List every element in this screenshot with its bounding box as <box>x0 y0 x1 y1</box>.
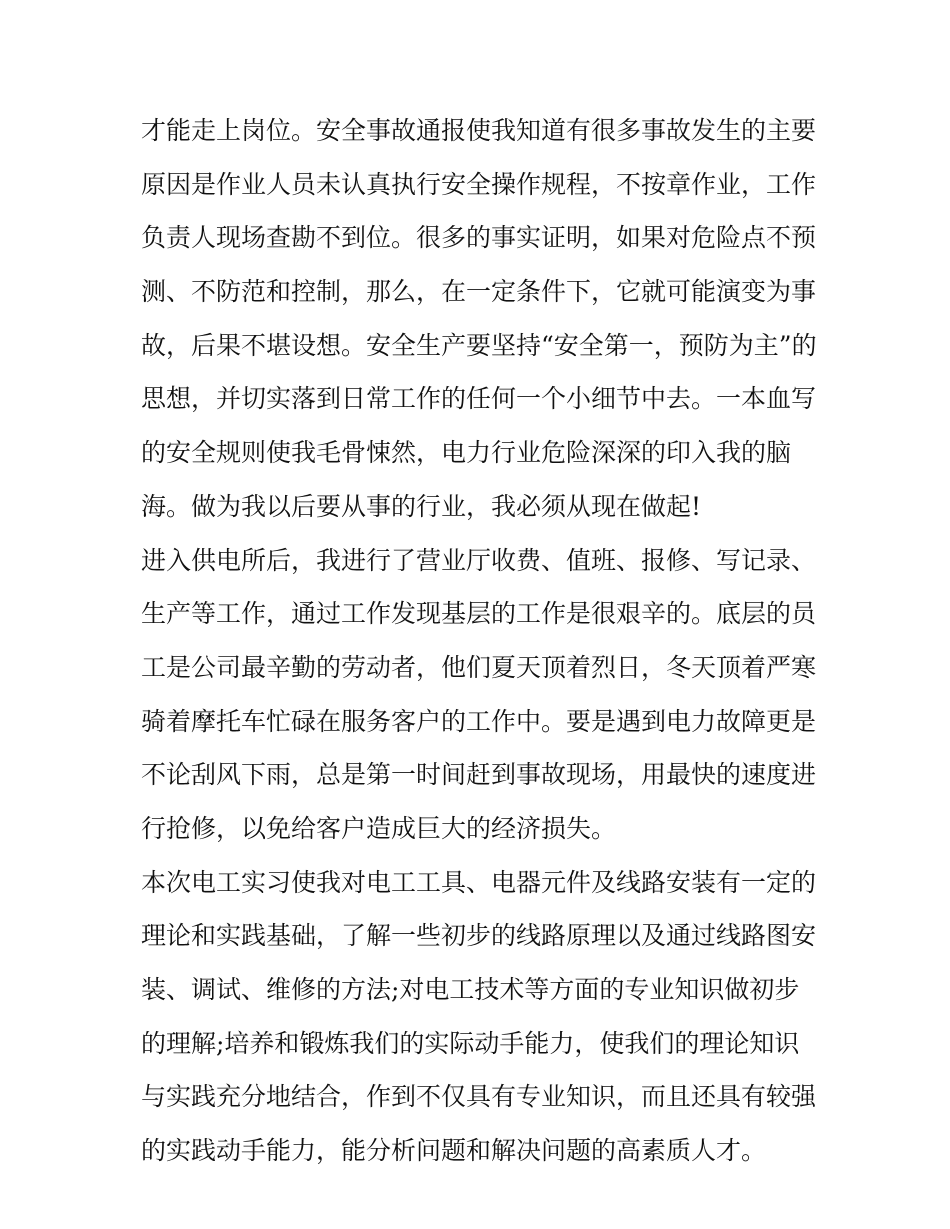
text-line: 装、调试、维修的方法;对电工技术等方面的专业知识做初步 <box>141 975 800 1004</box>
text-line: 理论和实践基础，了解一些初步的线路原理以及通过线路图安 <box>141 921 817 951</box>
text-line: 的安全规则使我毛骨悚然，电力行业危险深深的印入我的脑 <box>141 438 792 468</box>
text-line: 思想，并切实落到日常工作的任何一个小细节中去。一本血写 <box>141 384 817 414</box>
text-line: 与实践充分地结合，作到不仅具有专业知识，而且还具有较强 <box>141 1082 817 1112</box>
text-line: 的实践动手能力，能分析问题和解决问题的高素质人才。 <box>141 1136 767 1166</box>
text-line: 才能走上岗位。安全事故通报使我知道有很多事故发生的主要 <box>141 116 817 145</box>
body-text <box>141 108 817 1173</box>
text-line: 原因是作业人员未认真执行安全操作规程，不按章作业，工作 <box>141 169 817 199</box>
text-line: 故，后果不堪设想。安全生产要坚持“安全第一，预防为主”的 <box>141 330 817 360</box>
text-line: 进入供电所后，我进行了营业厅收费、值班、报修、写记录、 <box>141 545 817 575</box>
text-line: 负责人现场查勘不到位。很多的事实证明，如果对危险点不预 <box>141 223 817 253</box>
text-line: 行抢修，以免给客户造成巨大的经济损失。 <box>141 813 617 843</box>
text-line: 海。做为我以后要从事的行业，我必须从现在做起! <box>141 491 702 521</box>
text-line: 生产等工作，通过工作发现基层的工作是很艰辛的。底层的员 <box>141 599 817 629</box>
text-line: 的理解;培养和锻炼我们的实际动手能力，使我们的理论知识 <box>141 1028 800 1058</box>
text-line: 骑着摩托车忙碌在服务客户的工作中。要是遇到电力故障更是 <box>141 706 817 736</box>
text-line: 不论刮风下雨，总是第一时间赶到事故现场，用最快的速度进 <box>141 760 817 790</box>
text-line: 本次电工实习使我对电工工具、电器元件及线路安装有一定的 <box>141 867 817 897</box>
text-line: 工是公司最辛勤的劳动者，他们夏天顶着烈日，冬天顶着严寒 <box>141 652 817 682</box>
text-line: 测、不防范和控制，那么，在一定条件下，它就可能演变为事 <box>141 277 817 307</box>
